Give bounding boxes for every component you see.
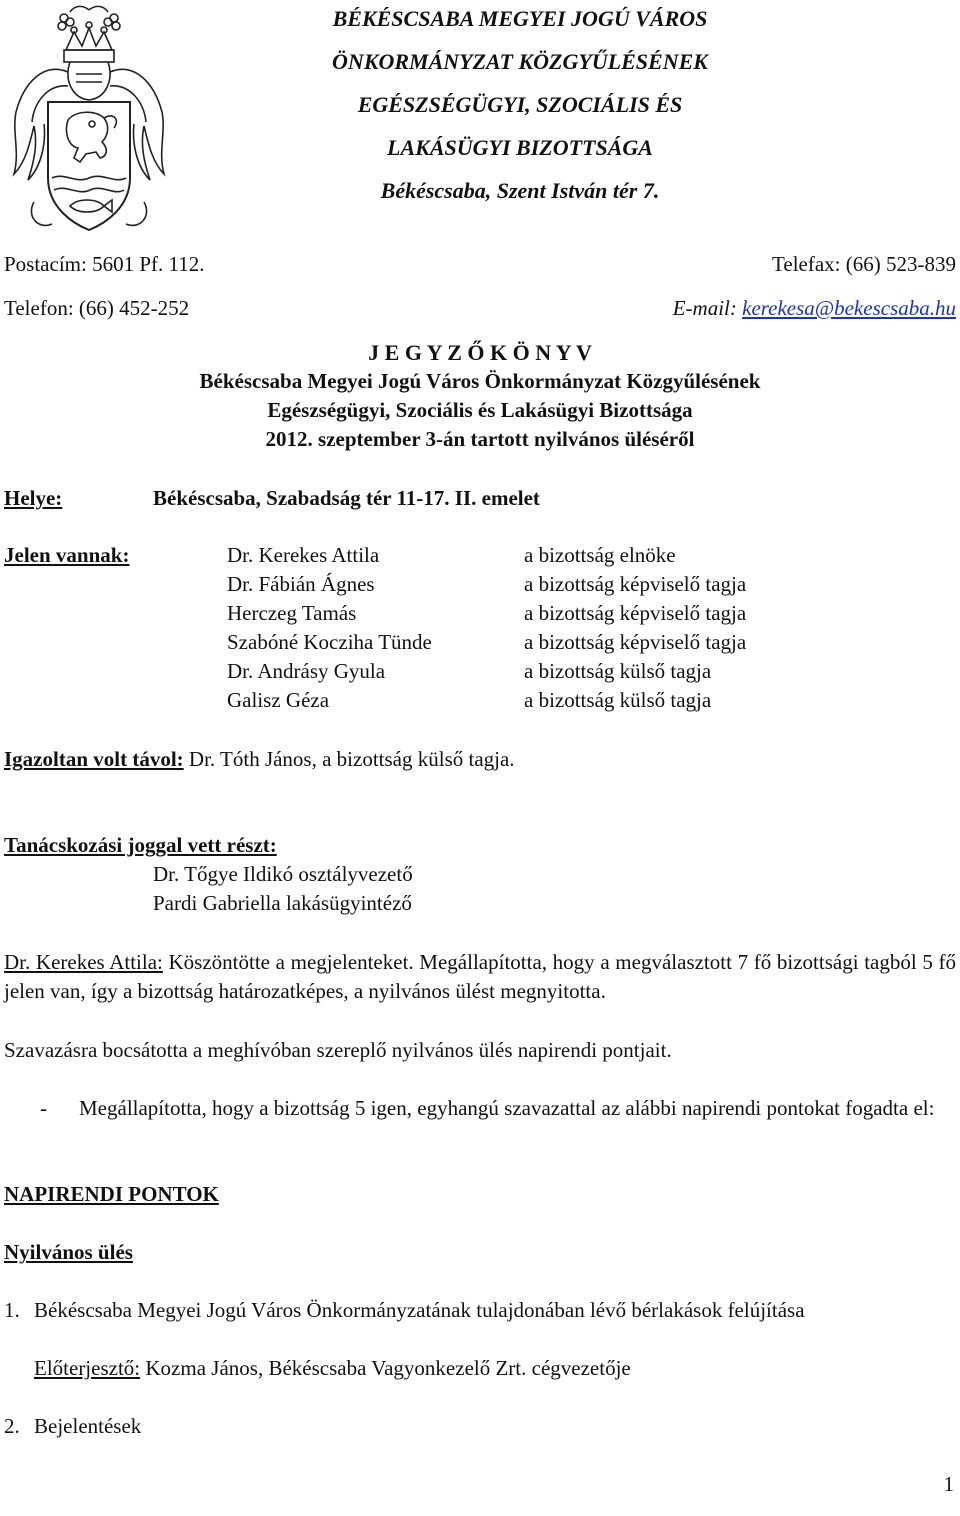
email-label: E-mail: [672, 296, 737, 320]
title-line-2: Egészségügyi, Szociális és Lakásügyi Bizottsága [267, 398, 693, 422]
agenda-subtitle: Nyilvános ülés [4, 1240, 133, 1264]
location-label: Helye: [4, 486, 63, 510]
document-title: J E G Y Z Ő K Ö N Y V [368, 340, 592, 365]
member-name: Herczeg Tamás [227, 601, 357, 625]
header-address: Békéscsaba, Szent István tér 7. [380, 178, 660, 203]
absent-label: Igazoltan volt távol: [4, 747, 184, 771]
header-line-1: BÉKÉSCSABA MEGYEI JOGÚ VÁROS [332, 6, 708, 31]
advisory-member: Pardi Gabriella lakásügyintéző [153, 891, 412, 915]
opening-text: Köszöntötte a megjelenteket. Megállapította, hogy a megválasztott 7 fő bizottsági tagból 5 fő jelen van, így a bizottság határozatképes, a nyilvános ülést megnyitotta. [4, 950, 956, 1003]
presenter-value: Kozma János, Békéscsaba Vagyonkezelő Zrt. cégvezetője [140, 1356, 631, 1380]
opening-paragraph [4, 948, 956, 1006]
member-role: a bizottság külső tagja [524, 659, 712, 683]
title-line-3: 2012. szeptember 3-án tartott nyilvános üléséről [265, 427, 695, 451]
header-line-3: EGÉSZSÉGÜGYI, SZOCIÁLIS ÉS [357, 92, 683, 117]
coat-of-arms-emblem [4, 2, 174, 242]
speaker-name: Dr. Kerekes Attila: [4, 950, 163, 974]
location-value: Békéscsaba, Szabadság tér 11-17. II. emelet [153, 486, 540, 510]
title-line-1: Békéscsaba Megyei Jogú Város Önkormányzat Közgyűlésének [199, 369, 761, 393]
header-line-4: LAKÁSÜGYI BIZOTTSÁGA [387, 135, 653, 160]
header-line-2: ÖNKORMÁNYZAT KÖZGYŰLÉSÉNEK [332, 49, 708, 74]
phone-number: Telefon: (66) 452-252 [4, 296, 190, 320]
page-number: 1 [943, 1472, 954, 1496]
voting-paragraph: Szavazásra bocsátotta a meghívóban szereplő nyilvános ülés napirendi pontjait. [4, 1038, 672, 1062]
member-role: a bizottság elnöke [524, 543, 676, 567]
member-name: Dr. Fábián Ágnes [227, 572, 375, 596]
member-role: a bizottság képviselő tagja [524, 572, 747, 596]
email-row [673, 294, 956, 323]
member-name: Galisz Géza [227, 688, 330, 712]
present-label: Jelen vannak: [4, 543, 130, 567]
advisory-member: Dr. Tőgye Ildikó osztályvezető [153, 862, 413, 886]
agenda-item-1-number: 1. [4, 1298, 20, 1322]
agenda-presenter-row [34, 1354, 631, 1383]
absent-row [4, 745, 515, 774]
member-role: a bizottság képviselő tagja [524, 630, 747, 654]
postal-address: Postacím: 5601 Pf. 112. [4, 252, 205, 276]
member-name: Dr. Andrásy Gyula [227, 659, 386, 683]
member-role: a bizottság külső tagja [524, 688, 712, 712]
email-link[interactable]: kerekesa@bekescsaba.hu [742, 296, 956, 320]
bullet-text: Megállapította, hogy a bizottság 5 igen, egyhangú szavazattal az alábbi napirendi pontokat fogadta el: [79, 1096, 935, 1120]
absent-value: Dr. Tóth János, a bizottság külső tagja. [183, 747, 515, 771]
agenda-title: NAPIRENDI PONTOK [4, 1182, 219, 1206]
advisory-label: Tanácskozási joggal vett részt: [4, 833, 277, 857]
bullet-mark: - [40, 1096, 47, 1120]
member-name: Szabóné Kocziha Tünde [227, 630, 432, 654]
presenter-label: Előterjesztő: [34, 1356, 141, 1380]
member-role: a bizottság képviselő tagja [524, 601, 747, 625]
agenda-item-2-number: 2. [4, 1414, 20, 1438]
member-name: Dr. Kerekes Attila [227, 543, 380, 567]
agenda-item-1-text: Békéscsaba Megyei Jogú Város Önkormányzatának tulajdonában lévő bérlakások felújítása [34, 1298, 805, 1322]
fax-number: Telefax: (66) 523-839 [772, 252, 956, 276]
agenda-item-2-text: Bejelentések [34, 1414, 142, 1438]
